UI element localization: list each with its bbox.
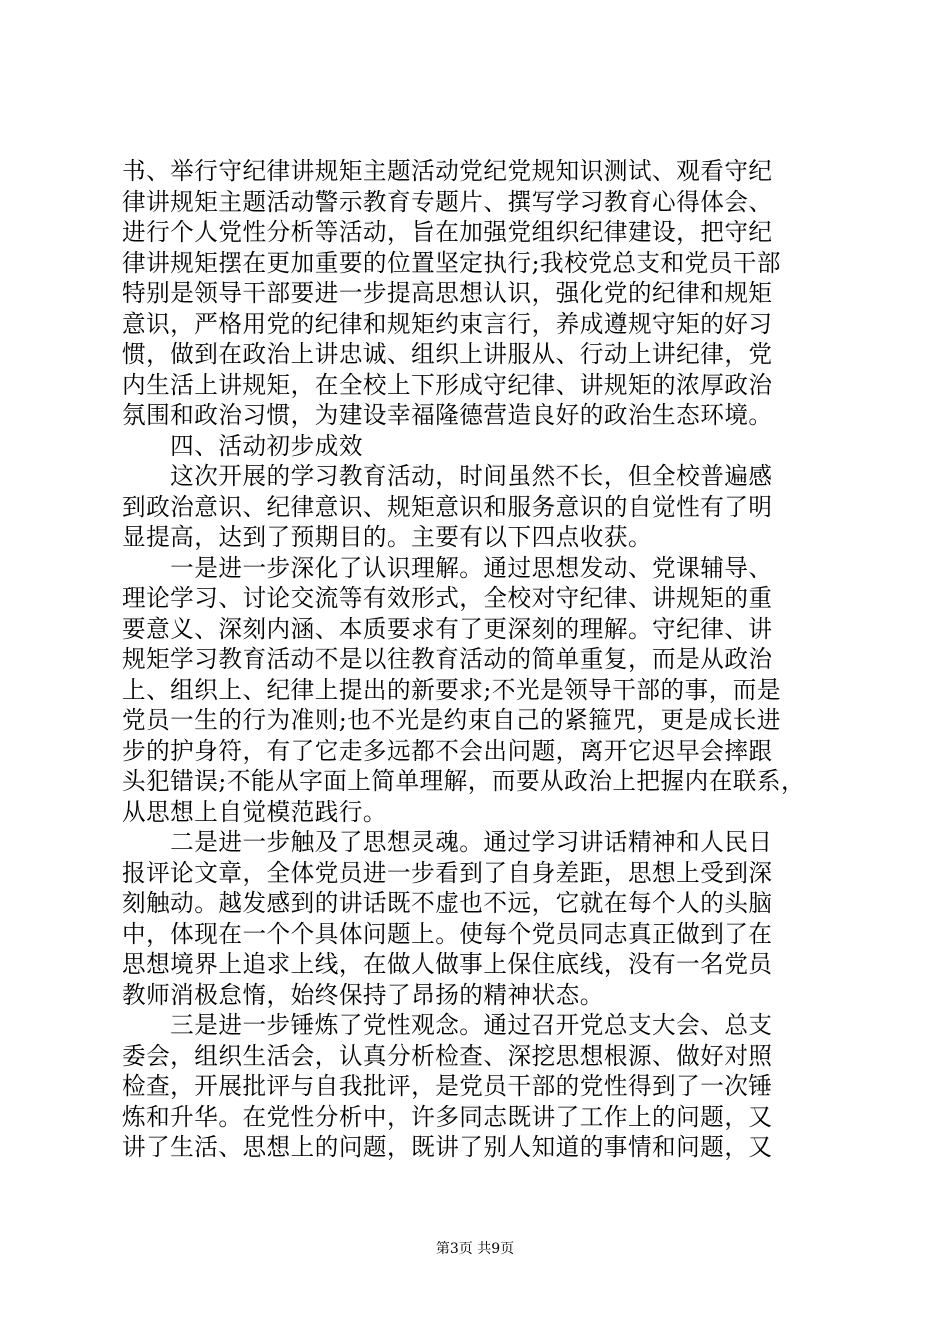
text-line: 一是进一步深化了认识理解。通过思想发动、党课辅导、 <box>122 553 773 582</box>
text-line: 进行个人党性分析等活动，旨在加强党组织纪律建设，把守纪 <box>122 218 773 246</box>
text-line: 教师消极怠惰，始终保持了昂扬的精神状态。 <box>122 980 604 1009</box>
text-line: 委会，组织生活会，认真分析检查、深挖思想根源、做好对照 <box>122 1041 773 1070</box>
text-line: 要意义、深刻内涵、本质要求有了更深刻的理解。守纪律、讲 <box>122 614 773 643</box>
page-number-label: 第3页 共9页 <box>435 1241 515 1257</box>
text-line: 惯，做到在政治上讲忠诚、组织上讲服从、行动上讲纪律，党 <box>122 340 773 368</box>
text-line: 三是进一步锤炼了党性观念。通过召开党总支大会、总支 <box>122 1011 773 1039</box>
text-line: 特别是领导干部要进一步提高思想认识，强化党的纪律和规矩 <box>122 279 773 307</box>
text-line: 思想境界上追求上线，在做人做事上保住底线，没有一名党员 <box>122 950 773 978</box>
text-line: 刻触动。越发感到的讲话既不虚也不远，它就在每个人的头脑 <box>122 889 773 917</box>
text-line: 理论学习、讨论交流等有效形式，全校对守纪律、讲规矩的重 <box>122 584 773 612</box>
text-line: 内生活上讲规矩，在全校上下形成守纪律、讲规矩的浓厚政治 <box>122 370 773 399</box>
text-line: 规矩学习教育活动不是以往教育活动的简单重复，而是从政治 <box>122 645 773 673</box>
text-line: 报评论文章，全体党员进一步看到了自身差距，思想上受到深 <box>122 858 773 887</box>
text-line: 二是进一步触及了思想灵魂。通过学习讲话精神和人民日 <box>122 828 773 856</box>
text-line: 氛围和政治习惯，为建设幸福隆德营造良好的政治生态环境。 <box>122 401 773 429</box>
page-footer <box>0 1240 950 1258</box>
text-line: 头犯错误;不能从字面上简单理解，而要从政治上把握内在联系， <box>122 767 806 795</box>
text-line: 上、组织上、纪律上提出的新要求;不光是领导干部的事，而是 <box>122 675 781 704</box>
text-line: 律讲规矩主题活动警示教育专题片、撰写学习教育心得体会、 <box>122 187 773 216</box>
text-line: 党员一生的行为准则;也不光是约束自己的紧箍咒，更是成长进 <box>122 706 781 734</box>
text-line: 中，体现在一个个具体问题上。使每个党员同志真正做到了在 <box>122 919 773 948</box>
section-heading: 四、活动初步成效 <box>122 431 363 460</box>
text-line: 显提高，达到了预期目的。主要有以下四点收获。 <box>122 523 653 551</box>
text-line: 到政治意识、纪律意识、规矩意识和服务意识的自觉性有了明 <box>122 492 773 521</box>
text-line: 书、举行守纪律讲规矩主题活动党纪党规知识测试、观看守纪 <box>122 157 773 185</box>
text-line: 炼和升华。在党性分析中，许多同志既讲了工作上的问题，又 <box>122 1102 773 1131</box>
text-line: 检查，开展批评与自我批评，是党员干部的党性得到了一次锤 <box>122 1072 773 1100</box>
text-line: 讲了生活、思想上的问题，既讲了别人知道的事情和问题，又 <box>122 1133 773 1161</box>
document-body <box>122 156 834 1163</box>
text-line: 意识，严格用党的纪律和规矩约束言行，养成遵规守矩的好习 <box>122 309 773 338</box>
text-line: 律讲规矩摆在更加重要的位置坚定执行;我校党总支和党员干部 <box>122 248 781 277</box>
text-line: 步的护身符，有了它走多远都不会出问题，离开它迟早会摔跟 <box>122 736 773 765</box>
text-line: 从思想上自觉模范践行。 <box>122 797 388 826</box>
text-line: 这次开展的学习教育活动，时间虽然不长，但全校普遍感 <box>122 462 773 490</box>
